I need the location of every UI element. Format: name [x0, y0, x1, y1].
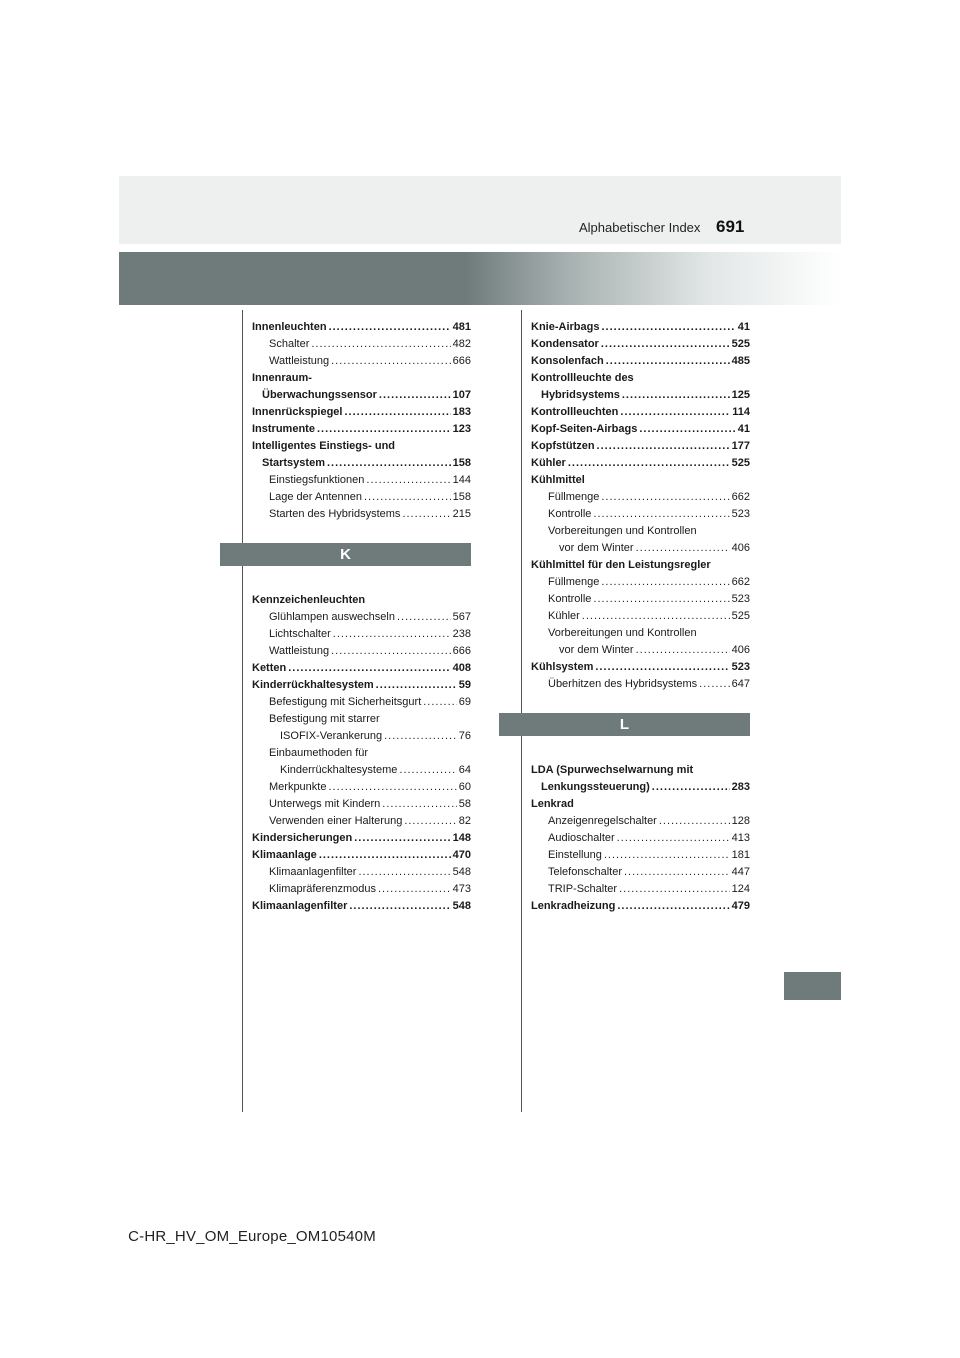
- index-entry-label: Kondensator: [531, 338, 599, 350]
- index-entry-label: Kinderrückhaltesysteme: [280, 764, 398, 776]
- index-entry-page: 666: [452, 645, 471, 657]
- index-heading: Vorbereitungen und Kontrollen: [548, 525, 697, 537]
- leader-dots: [699, 676, 729, 693]
- index-entry-label: Überwachungssensor: [262, 389, 377, 401]
- leader-dots: [619, 881, 730, 898]
- leader-dots: [604, 847, 730, 864]
- index-entry-page: 124: [731, 883, 750, 895]
- leader-dots: [376, 677, 457, 694]
- index-entry: [252, 489, 471, 506]
- index-entry: [531, 898, 750, 915]
- index-entry: [252, 762, 471, 779]
- index-entry-label: Hybridsystems: [541, 389, 620, 401]
- leader-dots: [601, 336, 730, 353]
- index-entry-label: Lenkungssteuerung): [541, 781, 650, 793]
- index-heading: Kühlmittel für den Leistungsregler: [531, 559, 711, 571]
- leader-dots: [331, 643, 451, 660]
- index-entry-label: Lichtschalter: [269, 628, 331, 640]
- index-entry: [531, 830, 750, 847]
- index-entry-label: Unterwegs mit Kindern: [269, 798, 381, 810]
- index-entry-page: 60: [458, 781, 471, 793]
- spacer: [531, 742, 750, 762]
- index-heading: Vorbereitungen und Kontrollen: [548, 627, 697, 639]
- index-entry: [252, 813, 471, 830]
- index-entry: [252, 353, 471, 370]
- index-entry-label: Kontrolle: [548, 593, 592, 605]
- index-entry-page: 473: [452, 883, 471, 895]
- index-entry-page: 523: [731, 661, 750, 673]
- leader-dots: [331, 353, 451, 370]
- leader-dots: [358, 864, 450, 881]
- index-entry-label: ISOFIX-Verankerung: [280, 730, 383, 742]
- leader-dots: [366, 472, 450, 489]
- index-entry-label: Kopf-Seiten-Airbags: [531, 423, 638, 435]
- index-entry-page: 470: [452, 849, 471, 861]
- index-entry: [252, 796, 471, 813]
- index-entry-label: Wattleistung: [269, 645, 330, 657]
- index-entry: [252, 643, 471, 660]
- index-entry: [252, 864, 471, 881]
- index-entry-page: 41: [737, 423, 750, 435]
- index-entry-page: 148: [452, 832, 471, 844]
- leader-dots: [402, 506, 450, 523]
- index-entry-label: vor dem Winter: [559, 644, 634, 656]
- leader-dots: [329, 319, 451, 336]
- index-entry: [531, 659, 750, 676]
- leader-dots: [423, 694, 457, 711]
- index-entry-label: Knie-Airbags: [531, 321, 600, 333]
- index-entry-page: 413: [731, 832, 750, 844]
- leader-dots: [384, 728, 457, 745]
- index-entry: [252, 387, 471, 404]
- index-entry-page: 662: [731, 576, 750, 588]
- index-entry: [531, 438, 750, 455]
- index-entry-page: 406: [731, 542, 750, 554]
- leader-dots: [397, 609, 451, 626]
- index-entry-page: 76: [458, 730, 471, 742]
- leader-dots: [659, 813, 730, 830]
- index-entry-page: 69: [458, 696, 471, 708]
- leader-dots: [382, 796, 456, 813]
- leader-dots: [595, 659, 729, 676]
- leader-dots: [311, 336, 450, 353]
- index-column-left: [252, 319, 471, 915]
- index-entry: [531, 642, 750, 659]
- index-entry-label: Innenleuchten: [252, 321, 327, 333]
- index-entry-page: 125: [731, 389, 750, 401]
- index-entry-label: TRIP-Schalter: [548, 883, 618, 895]
- spacer: [252, 572, 471, 592]
- index-entry: [531, 864, 750, 881]
- index-entry-page: 158: [452, 491, 471, 503]
- leader-dots: [617, 830, 730, 847]
- index-entry-page: 144: [452, 474, 471, 486]
- index-entry: [531, 489, 750, 506]
- index-heading: Kennzeichenleuchten: [252, 594, 366, 606]
- index-entry-label: Kühlsystem: [531, 661, 594, 673]
- index-entry-label: Klimaanlagenfilter: [269, 866, 357, 878]
- index-entry-label: Konsolenfach: [531, 355, 604, 367]
- index-entry: [531, 779, 750, 796]
- index-entry-label: Klimapräferenzmodus: [269, 883, 376, 895]
- index-heading: Innenraum-: [252, 372, 312, 384]
- leader-dots: [328, 779, 456, 796]
- index-entry-page: 548: [452, 900, 471, 912]
- index-entry: [531, 319, 750, 336]
- leader-dots: [622, 387, 730, 404]
- index-entry-label: Klimaanlagenfilter: [252, 900, 348, 912]
- index-entry: [531, 881, 750, 898]
- index-entry: [252, 319, 471, 336]
- index-entry-label: Schalter: [269, 338, 310, 350]
- leader-dots: [568, 455, 730, 472]
- leader-dots: [601, 574, 729, 591]
- index-heading: Intelligentes Einstiegs- und: [252, 440, 396, 452]
- index-entry-page: 525: [731, 338, 750, 350]
- index-entry-label: Instrumente: [252, 423, 315, 435]
- index-entry-label: Ketten: [252, 662, 287, 674]
- document-id: C-HR_HV_OM_Europe_OM10540M: [128, 1228, 376, 1245]
- leader-dots: [624, 864, 730, 881]
- index-entry-page: 666: [452, 355, 471, 367]
- leader-dots: [582, 608, 730, 625]
- index-entry-page: 181: [731, 849, 750, 861]
- index-entry-page: 482: [452, 338, 471, 350]
- index-entry: [531, 591, 750, 608]
- index-entry-label: Kinderrückhaltesystem: [252, 679, 374, 691]
- chapter-tab-marker: [784, 972, 841, 1000]
- index-entry-label: Überhitzen des Hybridsystems: [548, 678, 698, 690]
- index-entry-label: Wattleistung: [269, 355, 330, 367]
- header-gradient-bar: [119, 252, 841, 305]
- index-entry: [252, 830, 471, 847]
- index-entry: [531, 574, 750, 591]
- index-entry: [252, 847, 471, 864]
- leader-dots: [327, 455, 451, 472]
- index-entry-page: 481: [452, 321, 471, 333]
- index-entry: [531, 387, 750, 404]
- index-heading: LDA (Spurwechselwarnung mit: [531, 764, 694, 776]
- index-entry-page: 41: [737, 321, 750, 333]
- index-entry-page: 215: [452, 508, 471, 520]
- index-entry-label: Glühlampen auswechseln: [269, 611, 395, 623]
- leader-dots: [639, 421, 735, 438]
- index-entry-label: Kühler: [548, 610, 580, 622]
- leader-dots: [379, 387, 451, 404]
- index-entry-label: Einstellung: [548, 849, 602, 861]
- leader-dots: [617, 898, 729, 915]
- leader-dots: [593, 506, 729, 523]
- index-entry: [252, 677, 471, 694]
- index-entry-page: 523: [731, 593, 750, 605]
- index-entry-page: 82: [458, 815, 471, 827]
- index-entry: [531, 336, 750, 353]
- index-entry-page: 406: [731, 644, 750, 656]
- index-entry: [531, 404, 750, 421]
- index-entry-page: 128: [731, 815, 750, 827]
- index-entry: [252, 506, 471, 523]
- index-entry: [252, 455, 471, 472]
- index-entry-label: Kindersicherungen: [252, 832, 353, 844]
- index-entry-page: 64: [458, 764, 471, 776]
- index-column-right: [531, 319, 750, 915]
- index-entry: [252, 779, 471, 796]
- column-divider-left: [242, 310, 243, 1112]
- leader-dots: [344, 404, 450, 421]
- index-entry-label: Lenkradheizung: [531, 900, 616, 912]
- index-entry-page: 158: [452, 457, 471, 469]
- index-entry: [252, 694, 471, 711]
- leader-dots: [399, 762, 456, 779]
- index-entry-page: 485: [731, 355, 750, 367]
- index-entry: [252, 421, 471, 438]
- column-divider-middle: [521, 310, 522, 1112]
- index-entry-page: 59: [458, 679, 471, 691]
- index-entry: [252, 609, 471, 626]
- index-entry: [531, 813, 750, 830]
- leader-dots: [601, 319, 735, 336]
- footer: [0, 1228, 960, 1245]
- index-entry-label: Kontrollleuchten: [531, 406, 619, 418]
- index-entry: [531, 847, 750, 864]
- section-title: Alphabetischer Index: [579, 220, 701, 235]
- index-entry-page: 525: [731, 457, 750, 469]
- index-heading: Kontrollleuchte des: [531, 372, 634, 384]
- index-heading: Befestigung mit starrer: [269, 713, 380, 725]
- index-heading: Einbaumethoden für: [269, 747, 369, 759]
- leader-dots: [597, 438, 730, 455]
- index-entry-page: 662: [731, 491, 750, 503]
- index-entry-page: 283: [731, 781, 750, 793]
- index-entry: [252, 881, 471, 898]
- index-entry-label: Audioschalter: [548, 832, 615, 844]
- index-entry: [531, 506, 750, 523]
- index-entry-page: 523: [731, 508, 750, 520]
- page-number: 691: [716, 217, 745, 236]
- index-entry-page: 447: [731, 866, 750, 878]
- leader-dots: [333, 626, 451, 643]
- leader-dots: [378, 881, 451, 898]
- index-entry-page: 647: [731, 678, 750, 690]
- index-entry-page: 177: [731, 440, 750, 452]
- index-entry-page: 123: [452, 423, 471, 435]
- index-entry-page: 479: [731, 900, 750, 912]
- spacer: [531, 693, 750, 713]
- index-entry-label: Telefonschalter: [548, 866, 622, 878]
- index-entry-label: Kühler: [531, 457, 566, 469]
- index-entry-page: 525: [731, 610, 750, 622]
- index-entry-page: 567: [452, 611, 471, 623]
- index-entry: [252, 626, 471, 643]
- index-entry-page: 58: [458, 798, 471, 810]
- leader-dots: [319, 847, 451, 864]
- index-entry-label: Einstiegsfunktionen: [269, 474, 365, 486]
- index-entry-label: Füllmenge: [548, 491, 600, 503]
- index-entry: [531, 353, 750, 370]
- index-entry-page: 238: [452, 628, 471, 640]
- index-entry: [531, 421, 750, 438]
- leader-dots: [404, 813, 456, 830]
- leader-dots: [364, 489, 451, 506]
- letter-section-header: L: [499, 713, 750, 736]
- leader-dots: [652, 779, 730, 796]
- index-heading: Kühlmittel: [531, 474, 585, 486]
- leader-dots: [601, 489, 729, 506]
- index-entry: [252, 728, 471, 745]
- index-entry-label: Befestigung mit Sicherheitsgurt: [269, 696, 422, 708]
- leader-dots: [606, 353, 730, 370]
- index-entry-page: 183: [452, 406, 471, 418]
- index-entry: [252, 898, 471, 915]
- index-entry-label: vor dem Winter: [559, 542, 634, 554]
- leader-dots: [349, 898, 450, 915]
- index-entry-label: Starten des Hybridsystems: [269, 508, 401, 520]
- index-entry-label: Lage der Antennen: [269, 491, 362, 503]
- index-entry-page: 408: [452, 662, 471, 674]
- index-entry: [531, 608, 750, 625]
- leader-dots: [317, 421, 451, 438]
- index-entry-label: Klimaanlage: [252, 849, 317, 861]
- letter-section-header: K: [220, 543, 471, 566]
- index-entry-page: 548: [452, 866, 471, 878]
- index-entry-page: 114: [732, 406, 750, 418]
- index-entry: [531, 455, 750, 472]
- index-entry-label: Startsystem: [262, 457, 325, 469]
- index-entry: [531, 676, 750, 693]
- leader-dots: [288, 660, 450, 677]
- index-entry: [252, 336, 471, 353]
- index-entry: [252, 404, 471, 421]
- index-entry-label: Kontrolle: [548, 508, 592, 520]
- index-entry-label: Kopfstützen: [531, 440, 595, 452]
- spacer: [252, 523, 471, 543]
- index-entry-label: Merkpunkte: [269, 781, 327, 793]
- leader-dots: [593, 591, 729, 608]
- leader-dots: [636, 642, 730, 659]
- index-entry-page: 107: [452, 389, 471, 401]
- index-entry-label: Verwenden einer Halterung: [269, 815, 403, 827]
- index-entry-label: Anzeigenregelschalter: [548, 815, 657, 827]
- index-entry: [252, 660, 471, 677]
- index-entry-label: Innenrückspiegel: [252, 406, 343, 418]
- index-heading: Lenkrad: [531, 798, 574, 810]
- leader-dots: [620, 404, 730, 421]
- index-entry: [531, 540, 750, 557]
- leader-dots: [354, 830, 450, 847]
- leader-dots: [636, 540, 730, 557]
- index-entry-label: Füllmenge: [548, 576, 600, 588]
- index-entry: [252, 472, 471, 489]
